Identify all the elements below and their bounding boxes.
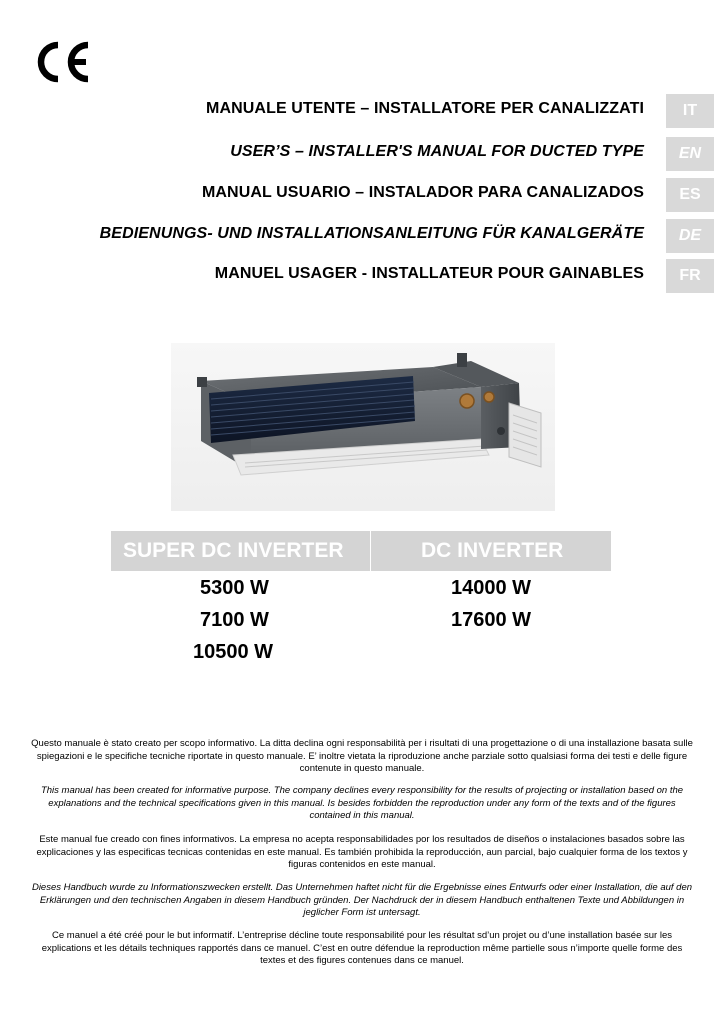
lang-tab-fr: FR [666, 259, 714, 293]
lang-tab-en: EN [666, 137, 714, 171]
model-header-bar [111, 531, 611, 571]
title-it: MANUALE UTENTE – INSTALLATORE PER CANALIZZATI [206, 100, 644, 117]
disclaimer-it: Questo manuale è stato creato per scopo informativo. La ditta declina ogni responsabilità per i risultati di una progettazione o di una installazione basata sulle spiegazioni e le specifiche tecniche riportate in questo manuale. E’ inoltre vietata la riproduzione anche parziale sotto qualsiasi forma dei testi e delle figure contenute in questo manuale. [31, 738, 693, 774]
disclaimer-fr: Ce manuel a été créé pour le but informatif. L’entreprise décline toute responsabilité pour les résultat sd’un projet ou d’une installation basée sur les explications et les détails techniques rapportés dans ce manuel. C’est en outre défendue la reproduction même partielle sous n’importe quelle forme des textes et des figures contenues dans ce manuel. [41, 930, 683, 966]
dc-power-1: 14000 W [451, 577, 532, 599]
title-row-fr [0, 259, 724, 293]
title-es: MANUAL USUARIO – INSTALADOR PARA CANALIZADOS [201, 184, 644, 201]
lang-tab-es: ES [666, 178, 714, 212]
super-dc-inverter-label: SUPER DC INVERTER [123, 539, 344, 562]
ce-mark-logo [34, 40, 94, 84]
super-dc-power-2: 7100 W [200, 609, 269, 631]
lang-tab-it: IT [666, 94, 714, 128]
disclaimer-es: Este manual fue creado con fines informativos. La empresa no acepta responsabilidades por los resultados de diseños o instalaciones basados sobre las explicaciones y las especificas tecnicas contenidas en este manual. Es también prohibida la reproducción, aun parcial, bajo cualquier forma de los textos y figuras contenidos en este manual. [36, 834, 688, 870]
disclaimer-en: This manual has been created for informative purpose. The company declines every responsibility for the results of projecting or installation based on the explanations and the technical specifications given in this manual. Is besides forbidden the reproduction under any form of the texts and of the figures contained in this manual. [40, 785, 684, 821]
title-de: BEDIENUNGS- UND INSTALLATIONSANLEITUNG FÜR KANALGERÄTE [99, 225, 644, 242]
title-row-it [0, 94, 724, 128]
title-row-en [0, 137, 724, 171]
super-dc-power-1: 5300 W [200, 577, 269, 599]
dc-power-2: 17600 W [451, 609, 532, 631]
super-dc-power-3: 10500 W [193, 641, 274, 663]
title-fr: MANUEL USAGER - INSTALLATEUR POUR GAINABLES [214, 265, 644, 282]
dc-inverter-label: DC INVERTER [421, 539, 564, 562]
ducted-unit-image [171, 343, 555, 511]
title-en: USER’S – INSTALLER'S MANUAL FOR DUCTED TYPE [230, 143, 644, 160]
title-row-de [0, 219, 724, 253]
lang-tab-de: DE [666, 219, 714, 253]
disclaimer-de: Dieses Handbuch wurde zu Informationszwecken erstellt. Das Unternehmen haftet nicht für die Ergebnisse eines Entwurfs oder einer Installation, die auf den Erklärungen und den technischen Angaben in diesem Handbuch gründen. Der Nachdruck der in diesem Handbuch enthaltenen Texte und Abbildungen in jeglicher Form ist untersagt. [31, 882, 693, 918]
bar-divider [370, 531, 371, 571]
title-row-es [0, 178, 724, 212]
